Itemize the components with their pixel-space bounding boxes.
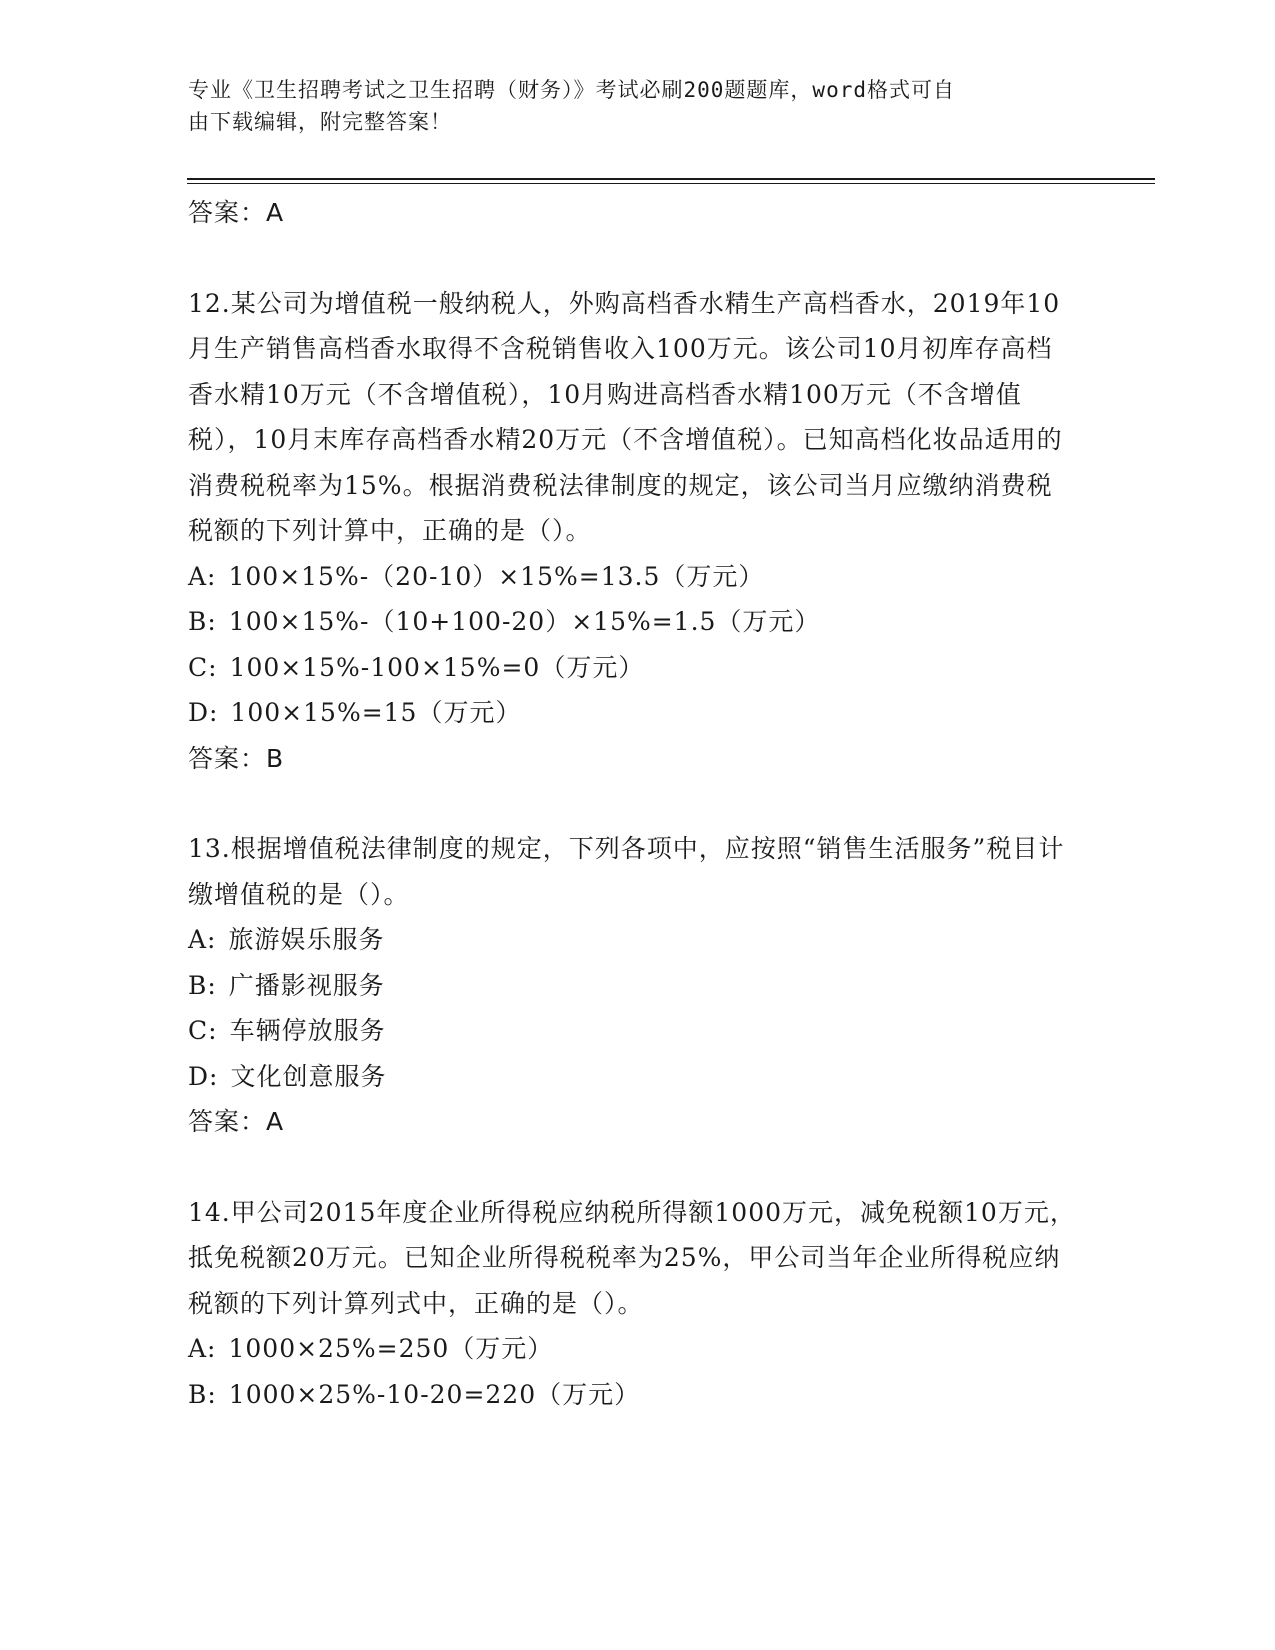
option-text: 1000×25%=250（万元） [228,1334,554,1363]
option-text: 100×15%-（10+100-20）×15%=1.5（万元） [228,607,821,636]
question-stem: 14.甲公司2015年度企业所得税应纳税所得额1000万元，减免税额10万元，抵免税额20万元。已知企业所得税税率为25%，甲公司当年企业所得税应纳税额的下列计算列式中，正确的是（）。 [188,1197,1076,1318]
question-12 [188,281,1078,782]
option-text: 广播影视服务 [228,970,385,1000]
option-text: 车辆停放服务 [229,1016,386,1045]
option-a [188,554,1078,600]
question-14 [188,1190,1078,1418]
option-d [188,1054,1078,1100]
document-body [188,190,1078,1417]
option-text: 100×15%-100×15%=0（万元） [229,652,645,682]
option-text: 100×15%=15（万元） [230,698,522,727]
option-label: A: [188,925,217,954]
header-divider-thin [187,183,1155,184]
answer-label: 答案： [188,198,267,227]
option-c [188,1008,1078,1054]
answer-value: A [266,198,285,227]
header-line-2: 由下载编辑，附完整答案！ [188,110,452,134]
question-13 [188,826,1078,1145]
option-label: C: [188,652,218,682]
option-label: B: [188,1379,217,1409]
header-divider-thick [187,178,1155,180]
option-label: B: [188,970,217,1000]
option-text: 1000×25%-10-20=220（万元） [228,1379,641,1409]
answer-label: 答案： [188,1107,267,1136]
option-label: A: [188,561,217,591]
answer-line [188,1099,1078,1145]
answer-value: B [266,743,285,773]
question-stem: 12.某公司为增值税一般纳税人，外购高档香水精生产高档香水，2019年10月生产销售高档香水取得不含税销售收入100万元。该公司10月初库存高档香水精10万元（不含增值税），10月购进高档香水精100万元（不含增值税），10月末库存高档香水精20万元（不含增值税）。已知高档化妆品适用的消费税税率为15%。根据消费税法律制度的规定，该公司当月应缴纳消费税税额的下列计算中，正确的是（）。 [188,288,1063,545]
option-c [188,645,1078,691]
option-label: B: [188,607,217,636]
option-label: C: [188,1016,218,1045]
header-line-1: 专业《卫生招聘考试之卫生招聘（财务）》考试必刷200题题库，word格式可自 [188,78,955,102]
option-b [188,963,1078,1009]
option-label: A: [188,1334,217,1363]
option-text: 100×15%-（20-10）×15%=13.5（万元） [228,561,765,591]
option-b [188,599,1078,645]
answer-line [188,736,1078,782]
option-a [188,1326,1078,1372]
option-label: D: [188,1061,219,1091]
answer-label: 答案： [188,743,267,773]
answer-value: A [266,1107,285,1136]
option-a [188,917,1078,963]
option-text: 旅游娱乐服务 [228,925,385,954]
option-b [188,1372,1078,1418]
option-text: 文化创意服务 [230,1061,387,1091]
answer-line-q11 [188,190,1078,236]
question-stem: 13.根据增值税法律制度的规定，下列各项中，应按照“销售生活服务”税目计缴增值税的是（）。 [188,834,1065,909]
page-header [188,74,1068,138]
option-label: D: [188,698,219,727]
option-d [188,690,1078,736]
